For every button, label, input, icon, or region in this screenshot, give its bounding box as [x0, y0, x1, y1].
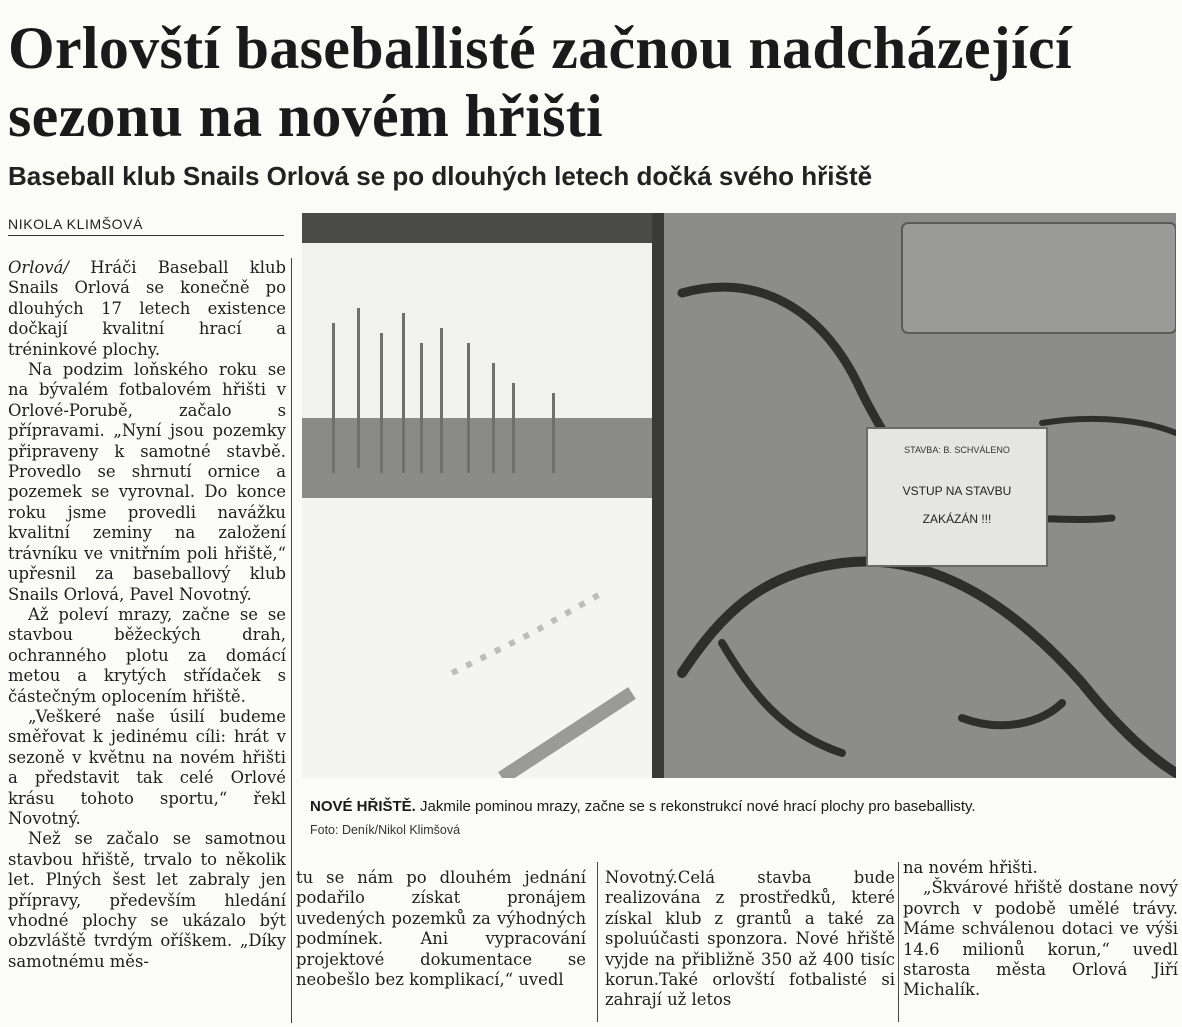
caption-lead: NOVÉ HŘIŠTĚ. — [310, 798, 416, 815]
article-column-1 — [8, 258, 286, 972]
paragraph-col4-2: „Škvárové hřiště dostane nový povrch v podobě umělé trávy. Máme schválenou dotaci ve výši 14.6 milionů korun,“ uvedl starosta města Orlová Jiří Michalík. — [903, 878, 1178, 1000]
paragraph-col4-1: na novém hřišti. — [903, 858, 1038, 877]
article-column-4 — [903, 858, 1178, 1001]
paragraph-1 — [8, 258, 286, 360]
column-rule — [898, 862, 899, 1022]
photo-credit: Foto: Deník/Nikol Klimšová — [310, 823, 461, 837]
headline: Orlovští baseballisté začnou nadcházející sezonu na novém hřišti — [8, 15, 1072, 149]
photo-caption — [310, 797, 1176, 816]
column-rule — [597, 862, 598, 1022]
sign-line-2: VSTUP NA STAVBU — [902, 484, 1012, 498]
paragraph-2: Na podzim loňského roku se na bývalém fotbalovém hřišti v Orlové-Porubě, začalo s přípravami. „Nyní jsou pozemky připraveny k samotné stavbě. Provedlo se shrnutí ornice a pozemek se vyrovnal. Do konce roku jsme provedli navážku kvalitní zeminy na založení trávníku ve vnitřním poli hřiště,“ upřesnil za baseballový klub Snails Orlová, Pavel Novotný. — [8, 360, 286, 604]
paragraph-4: „Veškeré naše úsilí budeme směřovat k jedinému cíli: hrát v sezoně v květnu na novém hřišti a představit tak celé Orlové krásu tohoto sportu,“ řekl Novotný. — [8, 706, 286, 828]
caption-text: Jakmile pominou mrazy, začne se s rekonstrukcí nové hrací plochy pro baseballisty. — [415, 798, 976, 815]
byline: NIKOLA KLIMŠOVÁ — [8, 216, 284, 236]
article-photo — [302, 213, 1176, 778]
article-column-3 — [605, 868, 895, 1011]
column-rule — [291, 258, 292, 1023]
paragraph-5: Než se začalo se samotnou stavbou hřiště, trvalo to několik let. Plných šest let zabraly jen přípravy, především hledání vhodné plochy se ukázalo být obzvláště tvrdým oříškem. „Díky samotnému měs- — [8, 829, 286, 971]
article-column-2 — [296, 868, 586, 990]
paragraph-col3: Novotný.Celá stavba bude realizována z prostředků, které získal klub z grantů a také za spoluúčasti sponzora. Nové hřiště vyjde na přibližně 350 až 400 tisíc korun.Také orlovští fotbalisté si zahrají už letos — [605, 868, 895, 1010]
sign-line-3: ZAKÁZÁN !!! — [922, 512, 992, 526]
sign-line-1: STAVBA: B. SCHVÁLENO — [904, 445, 1010, 455]
dateline-place: Orlová/ — [8, 258, 69, 277]
photo-illustration — [302, 213, 1176, 778]
paragraph-col2: tu se nám po dlouhém jednání podařilo získat pronájem uvedených pozemků za výhodných podmínek. Ani vypracování projektové dokumentace se neobešlo bez komplikací,“ uvedl — [296, 868, 586, 990]
paragraph-1-text: Hráči Baseball klub Snails Orlová se konečně po dlouhých 17 letech existence dočkají kvalitní hrací a tréninkové plochy. — [8, 258, 286, 359]
paragraph-3: Až poleví mrazy, začne se se stavbou běžeckých drah, ochranného plotu za domácí metou a krytých střídaček s částečným oplocením hřiště. — [8, 604, 286, 706]
subheadline: Baseball klub Snails Orlová se po dlouhých letech dočká svého hřiště — [8, 161, 873, 191]
